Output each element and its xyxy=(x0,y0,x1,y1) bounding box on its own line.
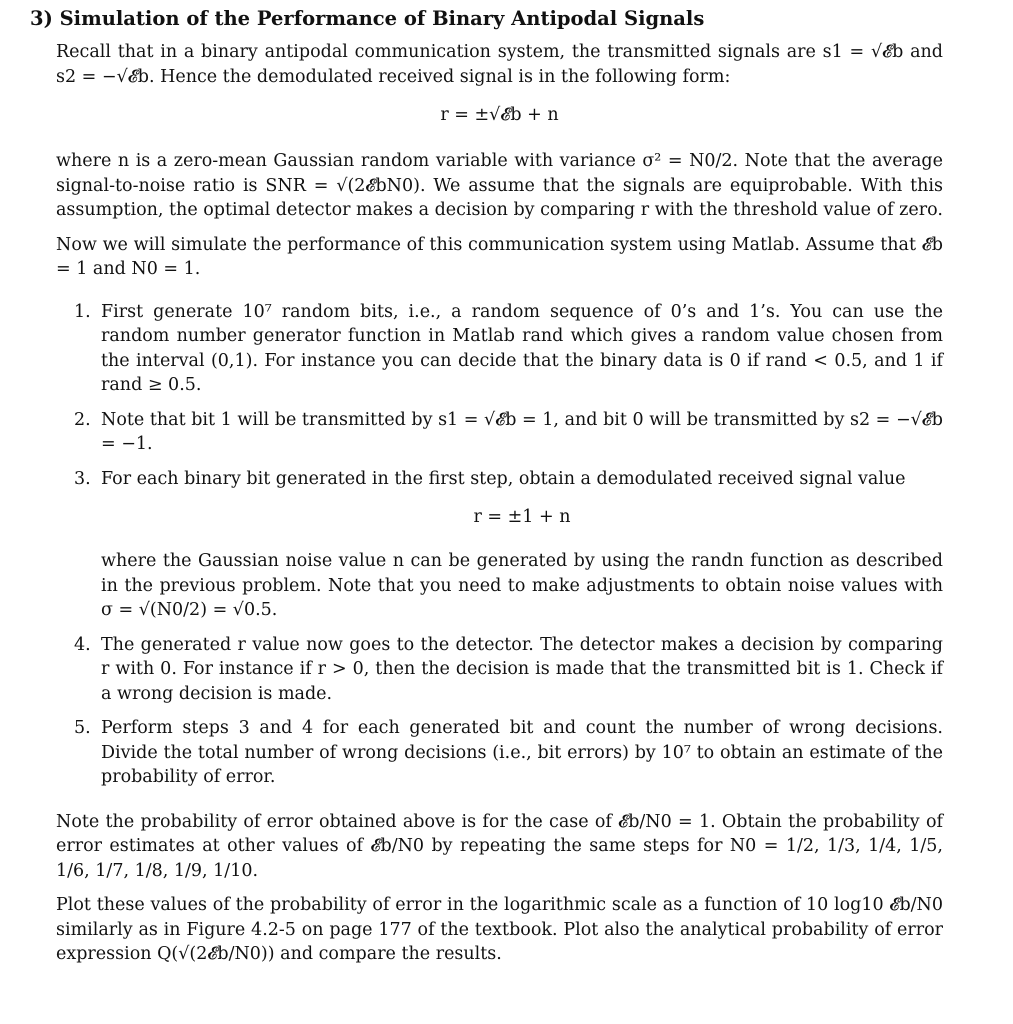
step-number: 2. xyxy=(74,409,91,430)
intro-paragraph-3: Now we will simulate the performance of this communication system using Matlab. Assume that 𝓔b = 1 and N0 = 1. xyxy=(56,234,943,279)
step-text: Perform steps 3 and 4 for each generated bit and count the number of wrong decisions. Divide the total number of wrong decisions (i.e., bit errors) by 10⁷ to obtain an estimate of the probability of error. xyxy=(101,718,943,787)
step-3 xyxy=(74,467,943,623)
step-3-followup: where the Gaussian noise value n can be generated by using the randn function as described in the previous problem. Note that you need to make adjustments to obtain noise values with σ = √(N0/2) = √0.5. xyxy=(101,551,943,620)
closing-paragraph-1: Note the probability of error obtained above is for the case of 𝓔b/N0 = 1. Obtain the probability of error estimates at other values of 𝓔b/N0 by repeating the same steps for N0 = 1/2, 1/3, 1/4, 1/5, 1/6, 1/7, 1/8, 1/9, 1/10. xyxy=(56,811,943,881)
step-number: 3. xyxy=(74,468,91,489)
intro-paragraph-2: where n is a zero-mean Gaussian random variable with variance σ² = N0/2. Note that the average signal-to-noise ratio is SNR = √(2𝓔bN0). We assume that the signals are equiprobable. With this assumption, the optimal detector makes a decision by comparing r with the threshold value of zero. xyxy=(56,151,943,220)
step-number: 5. xyxy=(74,718,91,738)
closing-paragraph-2: Plot these values of the probability of error in the logarithmic scale as a function of 10 log10 𝓔b/N0 similarly as in Figure 4.2-5 on page 177 of the textbook. Plot also the analytical probability of error expression Q(√(2𝓔b/N0)) and compare the results. xyxy=(56,895,943,964)
step-text: The generated r value now goes to the detector. The detector makes a decision by comparing r with 0. For instance if r > 0, then the decision is made that the transmitted bit is 1. Check if a wrong decision is made. xyxy=(101,634,943,704)
step-1 xyxy=(74,300,943,398)
step-2 xyxy=(74,408,943,457)
intro-paragraph-1: Recall that in a binary antipodal communication system, the transmitted signals are s1 = √𝓔b and s2 = −√𝓔b. Hence the demodulated received signal is in the following form: xyxy=(56,42,943,87)
equation-received-signal: r = ±√𝓔b + n xyxy=(440,105,559,125)
step-number: 1. xyxy=(74,301,91,322)
step-4 xyxy=(74,633,943,707)
step-5 xyxy=(74,716,943,790)
step-text: First generate 10⁷ random bits, i.e., a random sequence of 0’s and 1’s. You can use the random number generator function in Matlab rand which gives a random value chosen from the interval (0,1). For instance you can decide that the binary data is 0 if rand < 0.5, and 1 if rand ≥ 0.5. xyxy=(101,301,943,395)
section-title: 3) Simulation of the Performance of Binary Antipodal Signals xyxy=(30,7,705,30)
steps-list xyxy=(30,300,943,790)
step-text: Note that bit 1 will be transmitted by s1 = √𝓔b = 1, and bit 0 will be transmitted by s2 = −√𝓔b = −1. xyxy=(101,409,943,454)
step-number: 4. xyxy=(74,634,91,655)
equation-step-3: r = ±1 + n xyxy=(473,507,571,527)
step-text: For each binary bit generated in the first step, obtain a demodulated received signal value xyxy=(101,468,906,489)
